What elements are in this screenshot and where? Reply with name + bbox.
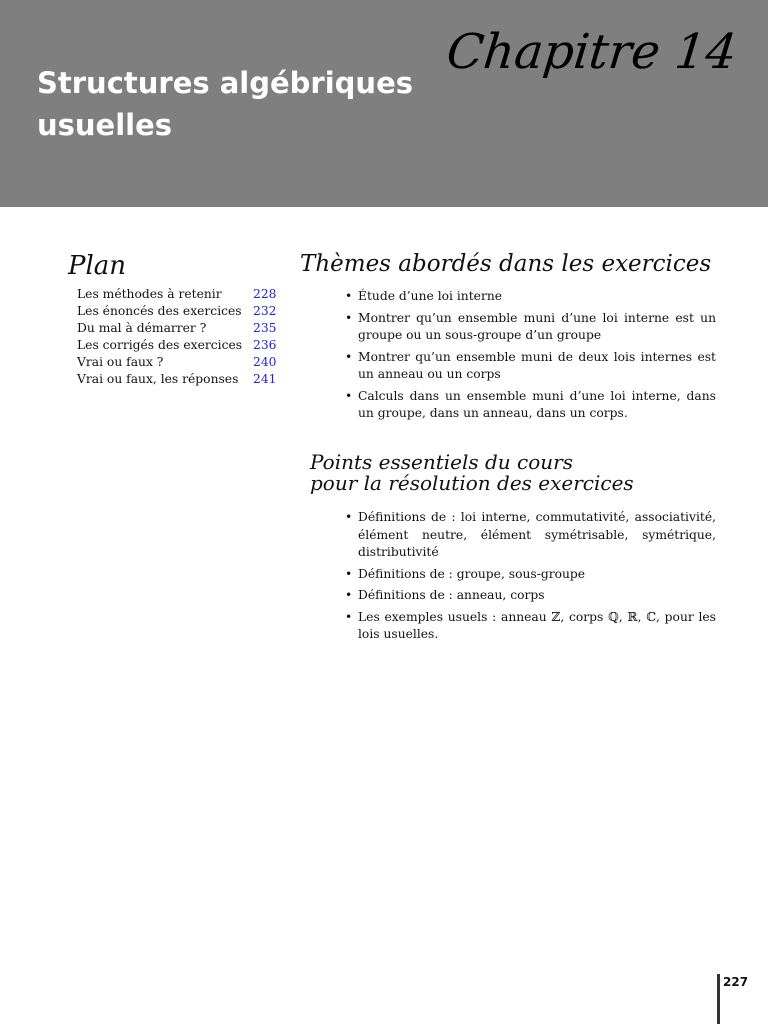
plan-entry[interactable] xyxy=(77,286,277,303)
plan-entry-page[interactable]: 228 xyxy=(253,287,277,301)
points-list xyxy=(343,509,716,648)
plan-entry-page[interactable]: 241 xyxy=(253,372,277,386)
plan-entry-label: Les méthodes à retenir xyxy=(77,287,222,301)
point-item: • Définitions de : loi interne, commutativité, associativité, élément neutre, élément symétrisable, symétrique, distributivité xyxy=(343,509,716,562)
plan-entry-page[interactable]: 232 xyxy=(253,304,277,318)
points-heading-line-1: Points essentiels du cours xyxy=(310,450,573,474)
plan-entry-page[interactable]: 240 xyxy=(253,355,277,369)
chapter-title-line-1: Structures algébriques xyxy=(37,66,413,100)
theme-item: • Montrer qu’un ensemble muni d’une loi interne est un groupe ou un sous-groupe d’un groupe xyxy=(343,310,716,345)
plan-entry-page[interactable]: 235 xyxy=(253,321,277,335)
points-heading-line-2: pour la résolution des exercices xyxy=(310,471,634,495)
plan-entry[interactable] xyxy=(77,303,277,320)
point-item: • Définitions de : anneau, corps xyxy=(343,587,716,605)
themes-heading: Thèmes abordés dans les exercices xyxy=(300,251,712,277)
plan-entry-label: Les énoncés des exercices xyxy=(77,304,242,318)
theme-item: • Calculs dans un ensemble muni d’une loi interne, dans un groupe, dans un anneau, dans un corps. xyxy=(343,388,716,423)
plan-list xyxy=(77,286,277,388)
plan-entry-page[interactable]: 236 xyxy=(253,338,277,352)
points-heading xyxy=(310,452,634,494)
theme-item: • Étude d’une loi interne xyxy=(343,288,716,306)
chapter-header-band xyxy=(0,0,768,207)
page-number: 227 xyxy=(723,975,749,989)
plan-entry[interactable] xyxy=(77,354,277,371)
plan-entry-label: Du mal à démarrer ? xyxy=(77,321,207,335)
chapter-label: Chapitre 14 xyxy=(444,24,740,80)
plan-heading: Plan xyxy=(68,251,127,281)
plan-entry-label: Vrai ou faux, les réponses xyxy=(77,372,239,386)
plan-entry-label: Vrai ou faux ? xyxy=(77,355,164,369)
plan-entry[interactable] xyxy=(77,371,277,388)
plan-entry-label: Les corrigés des exercices xyxy=(77,338,243,352)
plan-entry[interactable] xyxy=(77,337,277,354)
chapter-title-line-2: usuelles xyxy=(37,108,173,142)
point-item: • Les exemples usuels : anneau ℤ, corps ℚ, ℝ, ℂ, pour les lois usuelles. xyxy=(343,609,716,644)
plan-entry[interactable] xyxy=(77,320,277,337)
theme-item: • Montrer qu’un ensemble muni de deux lois internes est un anneau ou un corps xyxy=(343,349,716,384)
themes-list xyxy=(343,288,716,427)
point-item: • Définitions de : groupe, sous-groupe xyxy=(343,566,716,584)
page-number-rule xyxy=(717,974,720,1024)
chapter-title xyxy=(37,62,437,146)
